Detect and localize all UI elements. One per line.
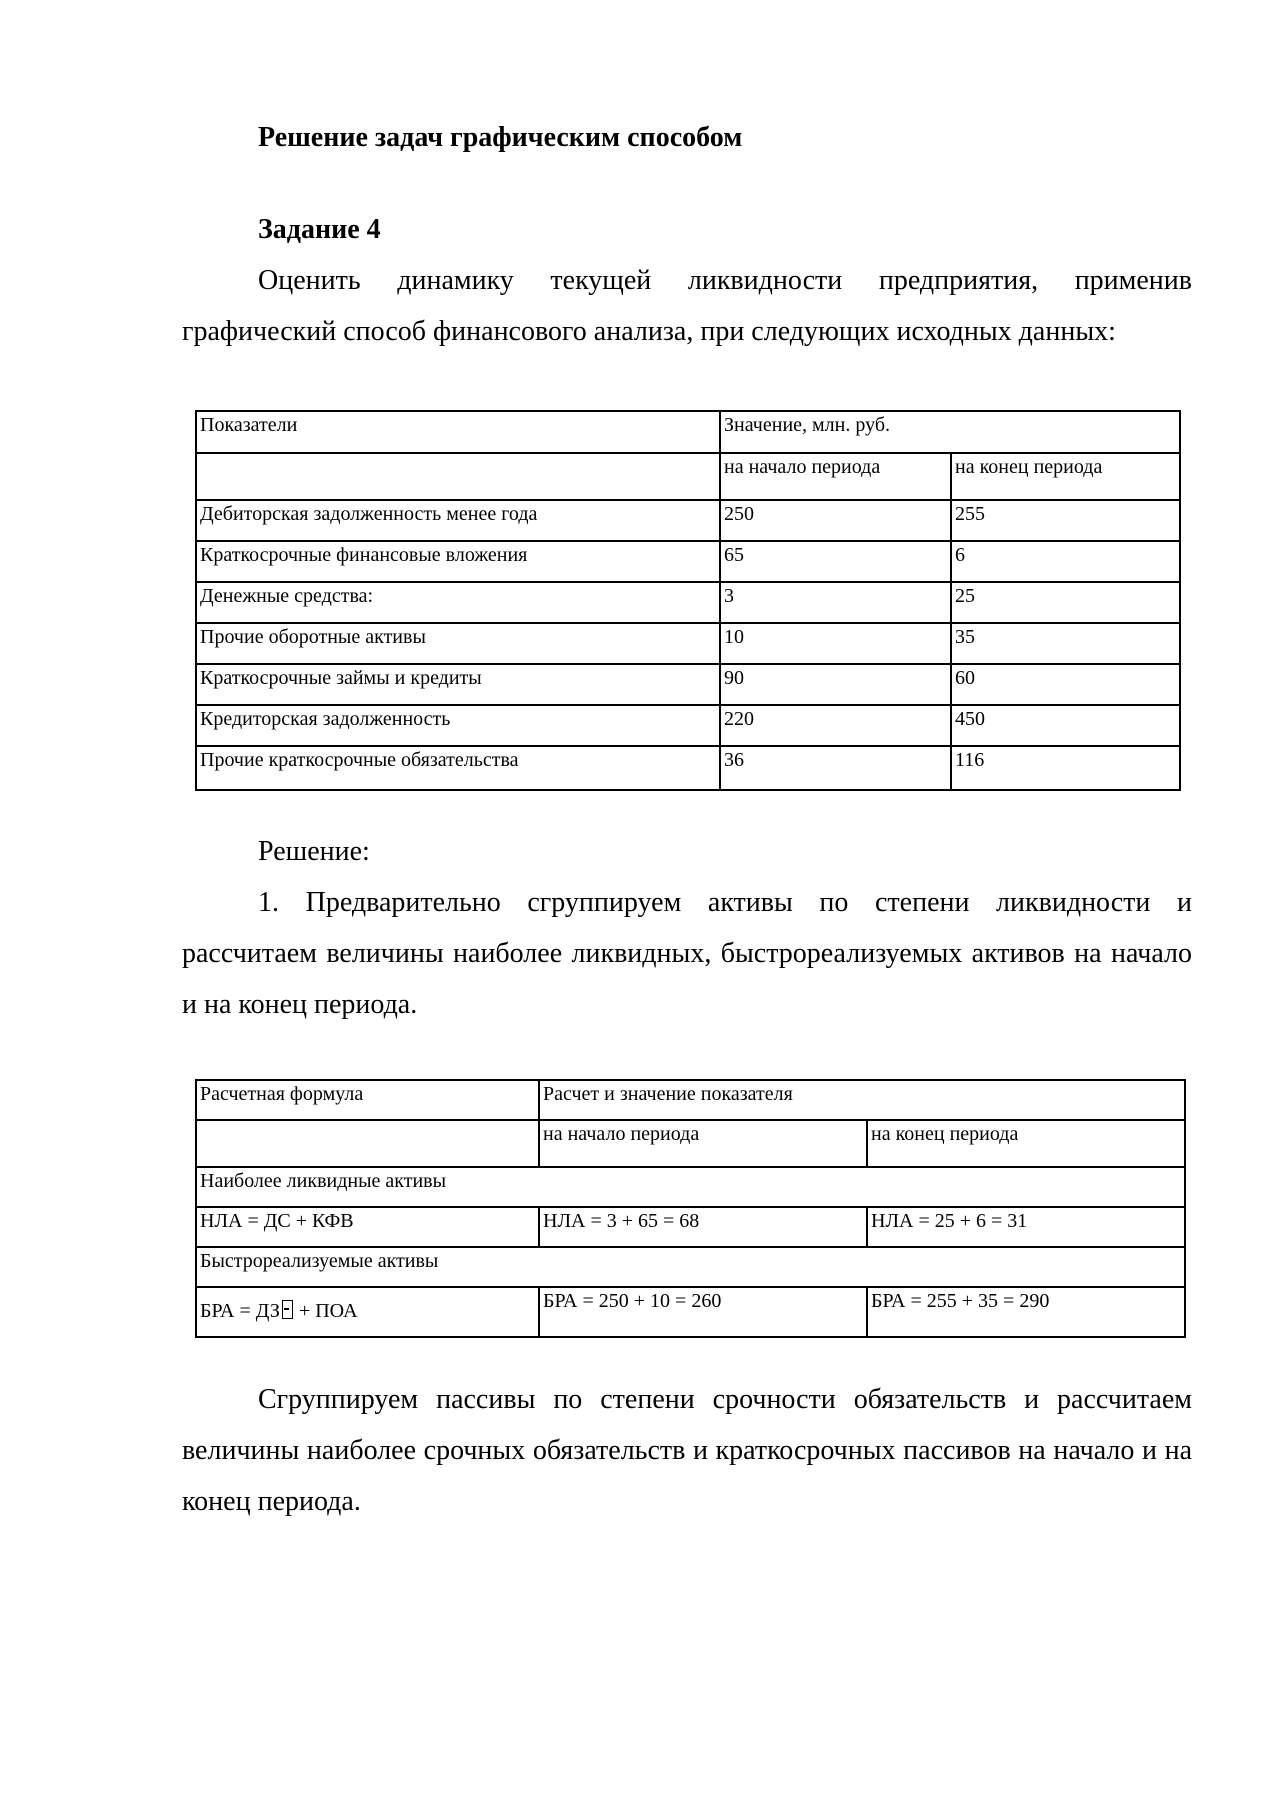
task-heading: Задание 4 [258, 214, 381, 245]
header-end: на конец периода [951, 453, 1180, 500]
calculation-table [195, 1079, 1186, 1338]
row-name: Краткосрочные финансовые вложения [196, 541, 720, 582]
header-value: Значение, млн. руб. [720, 411, 1180, 453]
section-label: Наиболее ликвидные активы [196, 1167, 1185, 1207]
header-indicators: Показатели [196, 411, 720, 453]
section-row [196, 1167, 1185, 1207]
row-end: 25 [951, 582, 1180, 623]
formula-text: БРА = ДЗ [200, 1300, 280, 1322]
header-start: на начало периода [539, 1120, 867, 1167]
source-data-table [195, 410, 1181, 791]
header-calc: Расчет и значение показателя [539, 1080, 1185, 1120]
row-end: БРА = 255 + 35 = 290 [867, 1287, 1185, 1337]
step1-text: 1. Предварительно сгруппируем активы по степени ликвидности и рассчитаем величины наиболее ликвидных, быстрореализуемых активов на начало и на конец периода. [182, 887, 1192, 1020]
row-name: Денежные средства: [196, 582, 720, 623]
subscript-glyph-icon [282, 1300, 293, 1319]
page-title: Решение задач графическим способом [258, 122, 743, 153]
table-row [196, 746, 1180, 790]
task-text: Оценить динамику текущей ликвидности предприятия, применив графический способ финансового анализа, при следующих исходных данных: [182, 265, 1192, 347]
row-name: Дебиторская задолженность менее года [196, 500, 720, 541]
table-subheader-row [196, 453, 1180, 500]
table-subheader-row [196, 1120, 1185, 1167]
row-end: НЛА = 25 + 6 = 31 [867, 1207, 1185, 1247]
row-name: Кредиторская задолженность [196, 705, 720, 746]
row-start: 36 [720, 746, 951, 790]
row-end: 60 [951, 664, 1180, 705]
header-start: на начало периода [720, 453, 951, 500]
table-row [196, 1207, 1185, 1247]
row-start: НЛА = 3 + 65 = 68 [539, 1207, 867, 1247]
table-row [196, 1287, 1185, 1337]
row-name: Прочие оборотные активы [196, 623, 720, 664]
row-formula [196, 1287, 539, 1337]
row-start: 10 [720, 623, 951, 664]
row-end: 450 [951, 705, 1180, 746]
section-row [196, 1247, 1185, 1287]
row-start: 3 [720, 582, 951, 623]
table-row [196, 664, 1180, 705]
row-start: 250 [720, 500, 951, 541]
row-end: 35 [951, 623, 1180, 664]
section-label: Быстрореализуемые активы [196, 1247, 1185, 1287]
table-row [196, 541, 1180, 582]
header-empty [196, 453, 720, 500]
table-row [196, 582, 1180, 623]
table-header-row [196, 1080, 1185, 1120]
row-name: Краткосрочные займы и кредиты [196, 664, 720, 705]
header-formula: Расчетная формула [196, 1080, 539, 1120]
row-start: БРА = 250 + 10 = 260 [539, 1287, 867, 1337]
row-formula: НЛА = ДС + КФВ [196, 1207, 539, 1247]
row-start: 65 [720, 541, 951, 582]
formula-tail: + ПОА [293, 1300, 358, 1322]
table-row [196, 705, 1180, 746]
row-name: Прочие краткосрочные обязательства [196, 746, 720, 790]
solution-label: Решение: [258, 836, 370, 867]
table-header-row [196, 411, 1180, 453]
step2-text: Сгруппируем пассивы по степени срочности обязательств и рассчитаем величины наиболее срочных обязательств и краткосрочных пассивов на начало и на конец периода. [182, 1384, 1192, 1517]
header-end: на конец периода [867, 1120, 1185, 1167]
row-start: 90 [720, 664, 951, 705]
row-end: 255 [951, 500, 1180, 541]
row-start: 220 [720, 705, 951, 746]
row-end: 6 [951, 541, 1180, 582]
row-end: 116 [951, 746, 1180, 790]
table-row [196, 623, 1180, 664]
header-empty [196, 1120, 539, 1167]
table-row [196, 500, 1180, 541]
